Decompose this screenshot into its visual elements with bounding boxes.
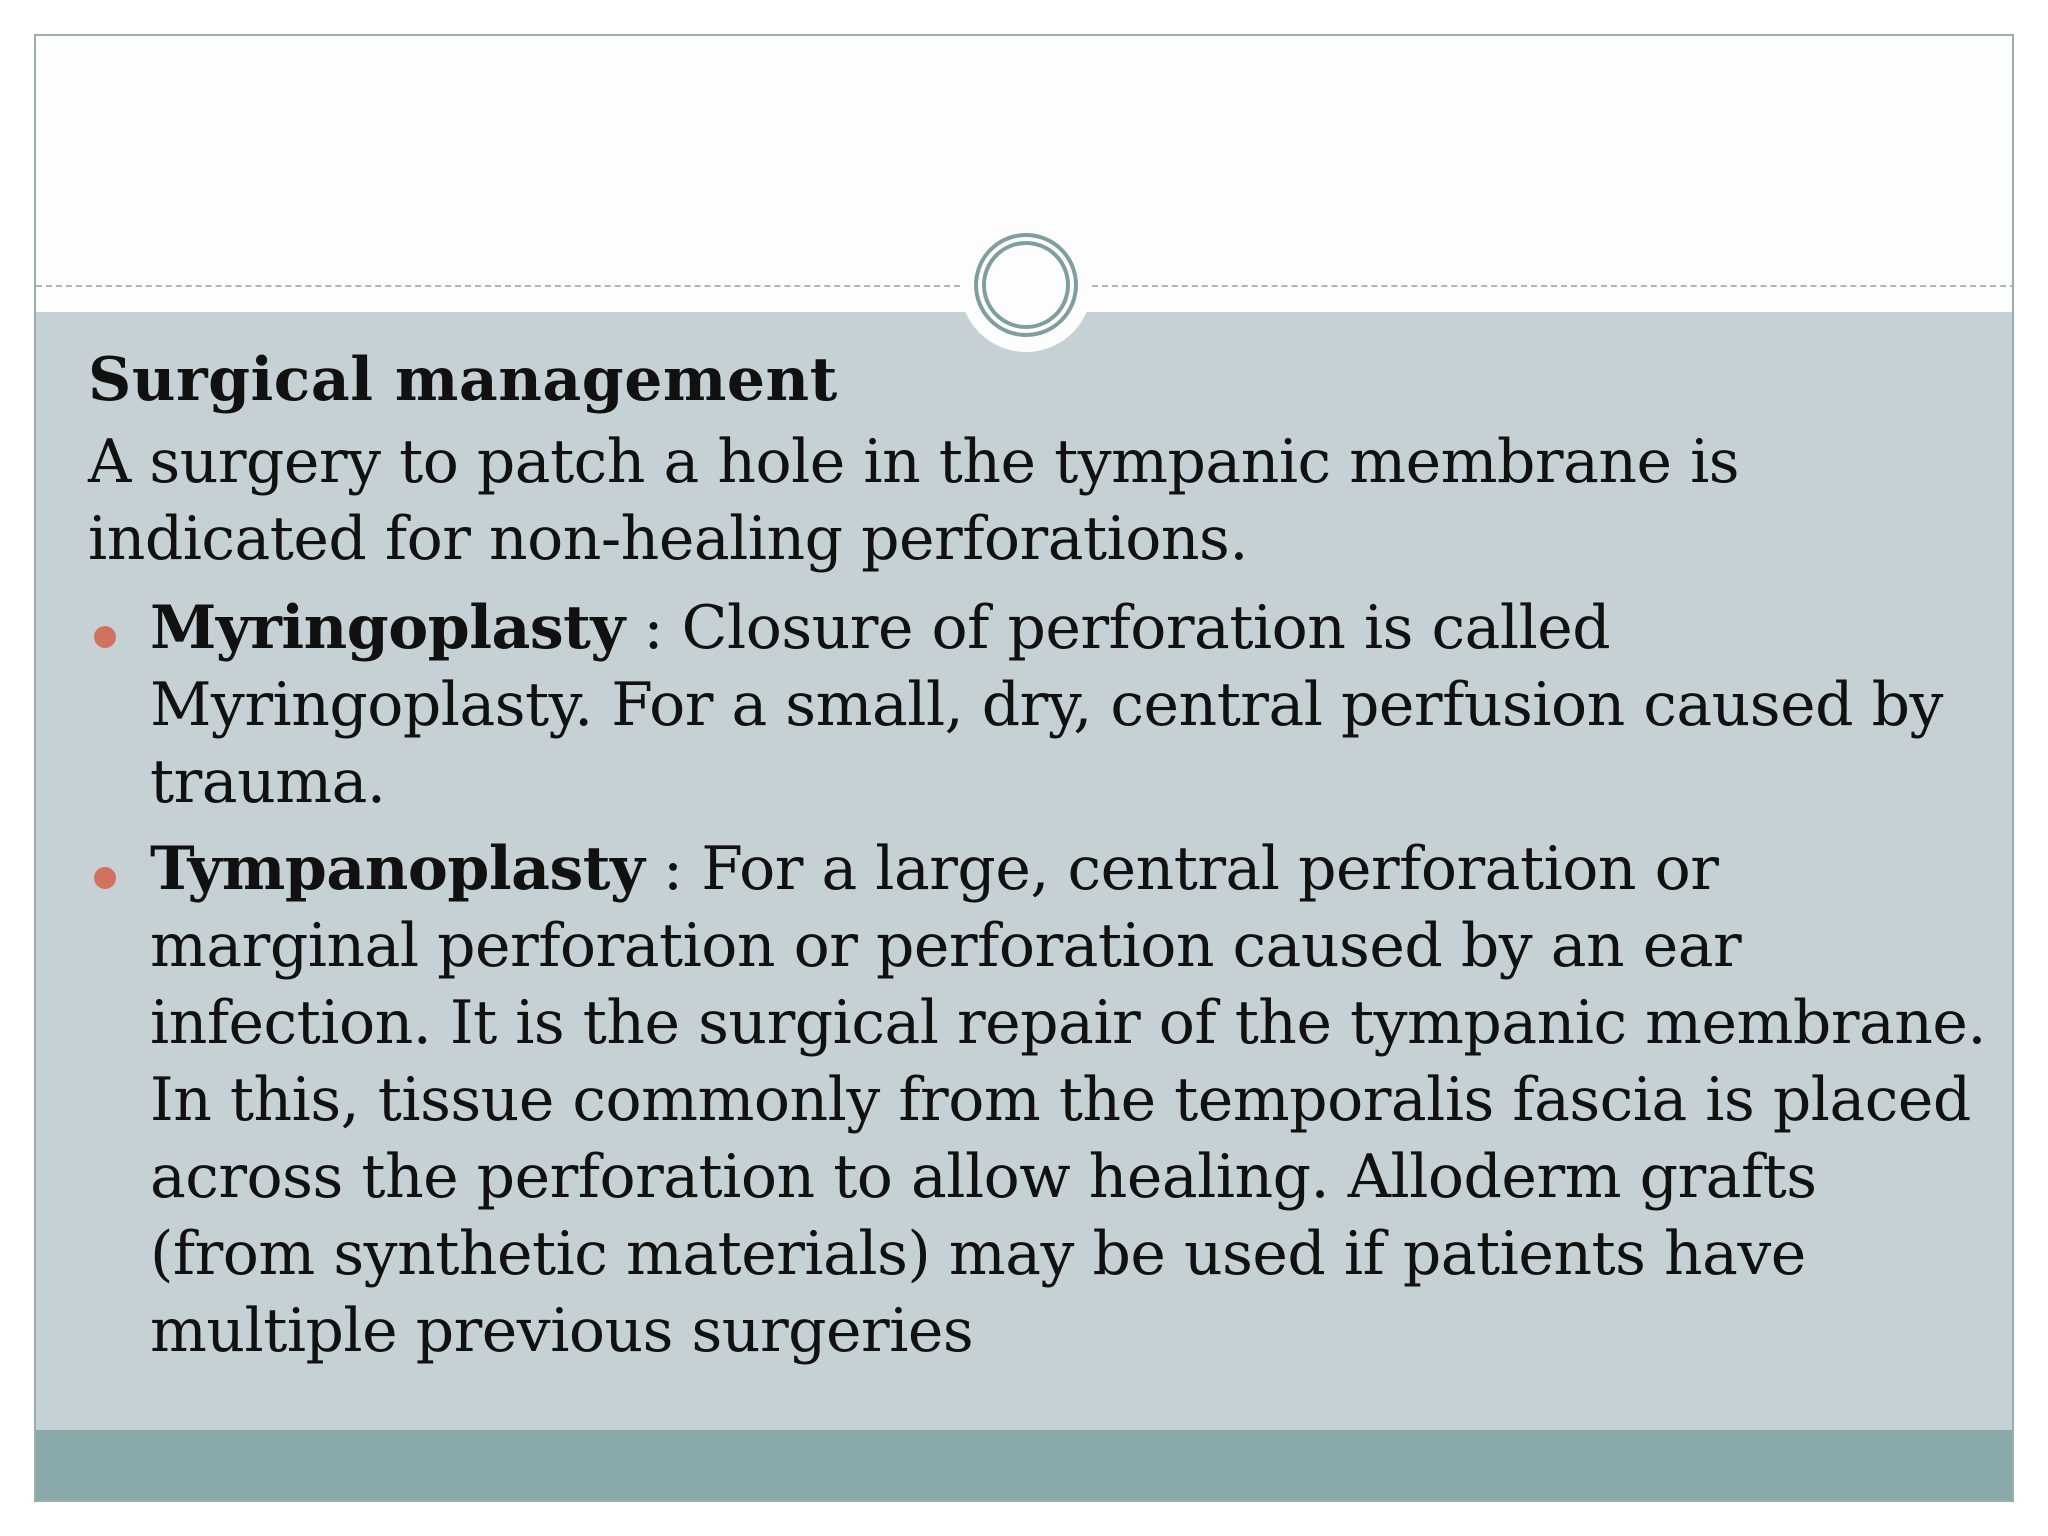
circle-ring-icon	[974, 233, 1078, 337]
bullet-text: Closure of perforation is called Myringoplasty. For a small, dry, central perfusion caused by trauma.	[150, 593, 1943, 817]
dashed-divider-right	[1092, 285, 2014, 287]
bullet-dot-icon	[94, 867, 116, 889]
bullet-item-myringoplasty	[88, 590, 1988, 821]
bullet-item-tympanoplasty	[88, 831, 1988, 1370]
bullet-separator: :	[644, 834, 702, 904]
slide-heading: Surgical management	[88, 345, 838, 415]
footer-band	[36, 1430, 2012, 1502]
bullet-term: Myringoplasty	[150, 593, 625, 663]
dashed-divider-left	[36, 285, 960, 287]
bullet-dot-icon	[94, 626, 116, 648]
intro-paragraph: A surgery to patch a hole in the tympanic membrane is indicated for non-healing perforations.	[88, 427, 1740, 574]
slide	[34, 34, 2014, 1502]
bullet-separator: :	[624, 593, 682, 663]
bullet-list	[88, 590, 1988, 1370]
bullet-term: Tympanoplasty	[150, 834, 645, 904]
bullet-text: For a large, central perforation or marginal perforation or perforation caused by an ear infection. It is the surgical repair of the tympanic membrane. In this, tissue commonly from the temporalis fascia is placed across the perforation to allow healing. Alloderm grafts (from synthetic materials) may be used if patients have multiple previous surgeries	[150, 834, 1987, 1366]
slide-body	[88, 340, 1988, 1380]
